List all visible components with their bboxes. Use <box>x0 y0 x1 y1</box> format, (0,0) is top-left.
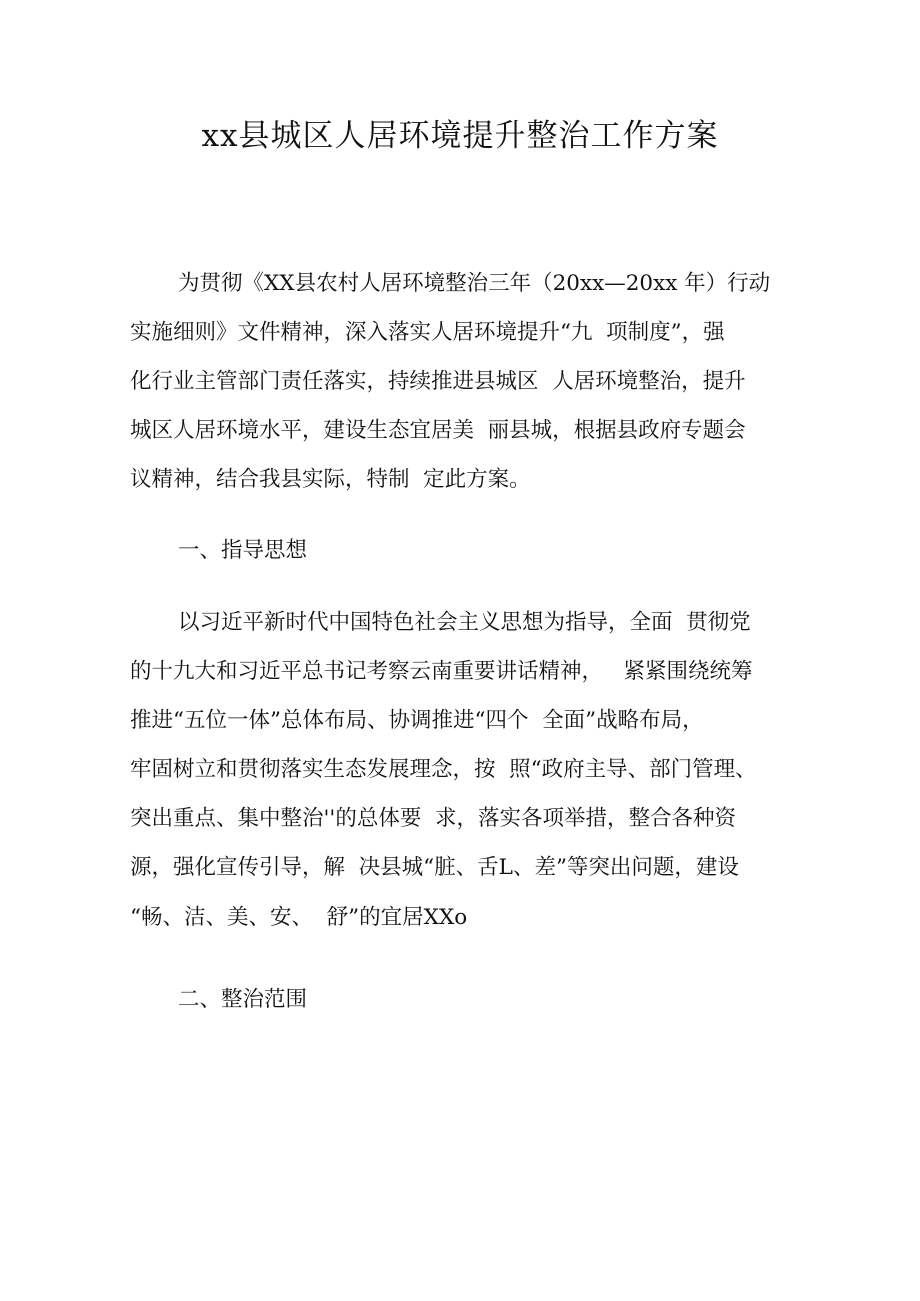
document-title: xx县城区人居环境提升整治工作方案 <box>201 118 719 154</box>
section-1-line-6: 源，强化宣传引导，解 决县城“脏、舌L、差”等突出问题，建设 <box>130 855 739 880</box>
section-1-line-4: 牢固树立和贯彻落实生态发展理念，按 照“政府主导、部门管理、 <box>130 757 757 782</box>
section-1-heading: 一、指导思想 <box>178 538 308 563</box>
section-1-line-5: 突出重点、集中整治''的总体要 求，落实各项举措，整合各种资 <box>130 806 736 831</box>
intro-line-5: 议精神，结合我县实际，特制 定此方案。 <box>130 467 531 492</box>
section-2-heading: 二、整治范围 <box>178 987 308 1012</box>
intro-line-4: 城区人居环境水平，建设生态宜居美 丽县城，根据县政府专题会 <box>130 418 746 443</box>
intro-line-1: 为贯彻《XX县农村人居环境整治三年（20xx—20xx 年）行动 <box>178 271 771 296</box>
section-1-line-2: 的十九大和习近平总书记考察云南重要讲话精神， 紧紧围绕统筹 <box>130 659 753 684</box>
intro-line-3: 化行业主管部门责任落实，持续推进县城区 人居环境整治，提升 <box>130 369 746 394</box>
section-1-line-1: 以习近平新时代中国特色社会主义思想为指导，全面 贯彻党 <box>178 610 751 635</box>
section-1-line-7: “畅、洁、美、安、 舒”的宜居XXo <box>130 905 468 930</box>
intro-line-2: 实施细则》文件精神，深入落实人居环境提升“九 项制度”，强 <box>130 320 725 345</box>
section-1-line-3: 推进“五位一体”总体布局、协调推进“四个 全面”战略布局， <box>130 708 704 733</box>
